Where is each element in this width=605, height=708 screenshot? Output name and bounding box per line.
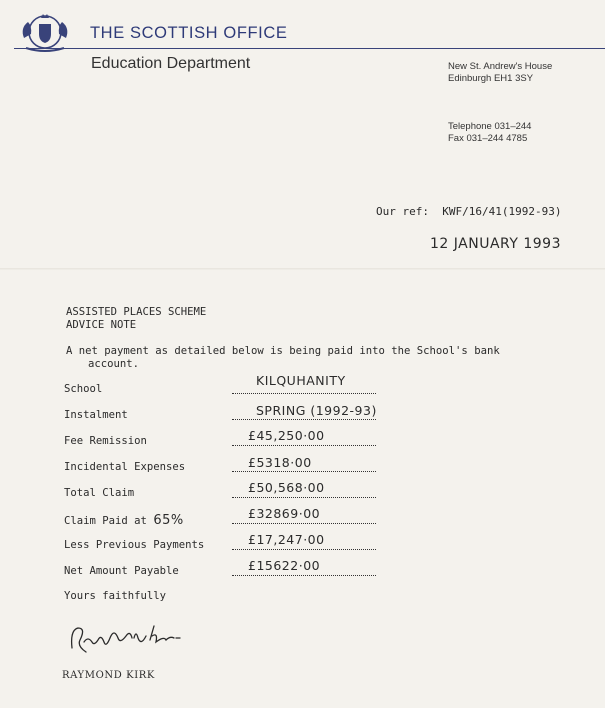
signature-image: [64, 612, 194, 660]
row-label-instalment: Instalment: [64, 409, 128, 421]
notice-heading-2: ADVICE NOTE: [66, 319, 137, 331]
row-dots: [232, 575, 376, 576]
letterhead-rule: [14, 48, 605, 49]
telephone: Telephone 031–244: [448, 121, 532, 132]
row-label-incidental-expenses: Incidental Expenses: [64, 461, 186, 473]
address-line-2: Edinburgh EH1 3SY: [448, 73, 534, 84]
row-value-fee-remission: £45,250·00: [248, 428, 325, 443]
row-value-incidental-expenses: £5318·00: [248, 455, 312, 470]
row-value-school: KILQUHANITY: [256, 373, 346, 388]
notice-heading-1: ASSISTED PLACES SCHEME: [66, 306, 207, 318]
row-label-total-claim: Total Claim: [64, 487, 135, 499]
row-dots: [232, 471, 376, 472]
row-value-less-previous-payments: £17,247·00: [248, 532, 325, 547]
row-dots: [232, 523, 376, 524]
row-dots: [232, 497, 376, 498]
reference: [376, 205, 561, 218]
row-dots: [232, 549, 376, 550]
row-label-claim-paid: [64, 513, 184, 528]
paper-fold: [0, 268, 605, 271]
claim-paid-rate: 65%: [153, 513, 184, 528]
department-name: Education Department: [91, 55, 251, 72]
reference-value: KWF/16/41(1992-93): [442, 205, 562, 218]
row-value-claim-paid: £32869·00: [248, 506, 321, 521]
signatory-name: RAYMOND KIRK: [62, 670, 155, 681]
row-label-less-previous-payments: Less Previous Payments: [64, 539, 205, 551]
row-value-net-amount-payable: £15622·00: [248, 558, 321, 573]
row-dots: [232, 393, 376, 394]
row-dots: [232, 419, 376, 420]
row-label-net-amount-payable: Net Amount Payable: [64, 565, 179, 577]
row-label-school: School: [64, 383, 103, 395]
claim-paid-label: Claim Paid at: [64, 515, 147, 527]
row-dots: [232, 445, 376, 446]
royal-coat-of-arms-icon: [14, 8, 76, 58]
handwritten-date: 12 JANUARY 1993: [430, 236, 561, 252]
row-value-total-claim: £50,568·00: [248, 480, 325, 495]
organization-name: THE SCOTTISH OFFICE: [90, 24, 288, 42]
address-line-1: New St. Andrew's House: [448, 61, 553, 72]
row-label-fee-remission: Fee Remission: [64, 435, 147, 447]
fax: Fax 031–244 4785: [448, 133, 528, 144]
closing-text: Yours faithfully: [64, 590, 167, 602]
reference-label: Our ref:: [376, 205, 429, 218]
row-value-instalment: SPRING (1992-93): [256, 403, 377, 418]
intro-line-2: account.: [88, 358, 140, 370]
intro-line-1: A net payment as detailed below is being paid into the School's bank: [66, 345, 500, 357]
